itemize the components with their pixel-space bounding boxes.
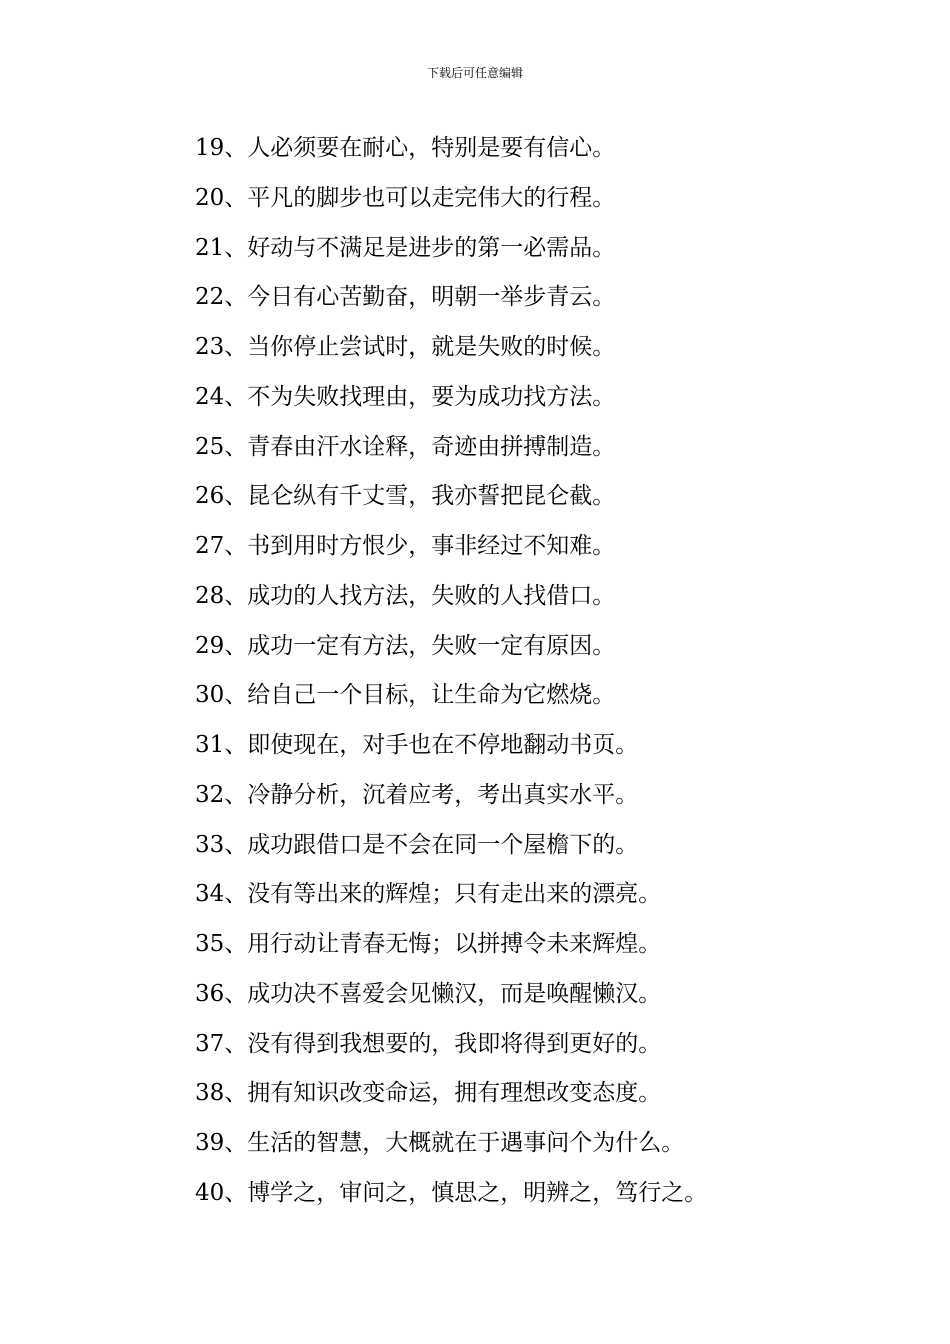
- list-item: 32、冷静分析，沉着应考，考出真实水平。: [195, 781, 639, 808]
- list-item: 29、成功一定有方法，失败一定有原因。: [195, 632, 616, 659]
- list-item: 27、书到用时方恨少，事非经过不知难。: [195, 533, 616, 559]
- list-item: 31、即使现在，对手也在不停地翻动书页。: [195, 732, 639, 758]
- list-item: 39、生活的智慧，大概就在于遇事问个为什么。: [195, 1130, 685, 1156]
- list-item: 30、给自己一个目标，让生命为它燃烧。: [195, 682, 616, 709]
- list-item: 26、昆仑纵有千丈雪，我亦誓把昆仑截。: [195, 483, 616, 510]
- list-item: 34、没有等出来的辉煌；只有走出来的漂亮。: [195, 881, 662, 908]
- list-item: 25、青春由汗水诠释，奇迹由拼搏制造。: [195, 433, 616, 460]
- list-item: 20、平凡的脚步也可以走完伟大的行程。: [195, 184, 616, 211]
- list-item: 36、成功决不喜爱会见懒汉，而是唤醒懒汉。: [195, 980, 662, 1007]
- list-item: 28、成功的人找方法，失败的人找借口。: [195, 582, 616, 609]
- quote-list: [195, 128, 707, 1223]
- list-item: 37、没有得到我想要的，我即将得到更好的。: [195, 1030, 662, 1057]
- list-item: 40、博学之，审问之，慎思之，明辨之，笃行之。: [195, 1179, 708, 1206]
- list-item: 19、人必须要在耐心，特别是要有信心。: [195, 135, 616, 161]
- list-item: 21、好动与不满足是进步的第一必需品。: [195, 234, 616, 261]
- list-item: 23、当你停止尝试时，就是失败的时候。: [195, 334, 616, 360]
- list-item: 33、成功跟借口是不会在同一个屋檐下的。: [195, 831, 639, 858]
- list-item: 24、不为失败找理由，要为成功找方法。: [195, 383, 616, 410]
- page-header: 下载后可任意编辑: [426, 66, 523, 80]
- list-item: 35、用行动让青春无悔；以拼搏令未来辉煌。: [195, 931, 662, 957]
- list-item: 22、今日有心苦勤奋，明朝一举步青云。: [195, 284, 616, 311]
- list-item: 38、拥有知识改变命运，拥有理想改变态度。: [195, 1080, 662, 1107]
